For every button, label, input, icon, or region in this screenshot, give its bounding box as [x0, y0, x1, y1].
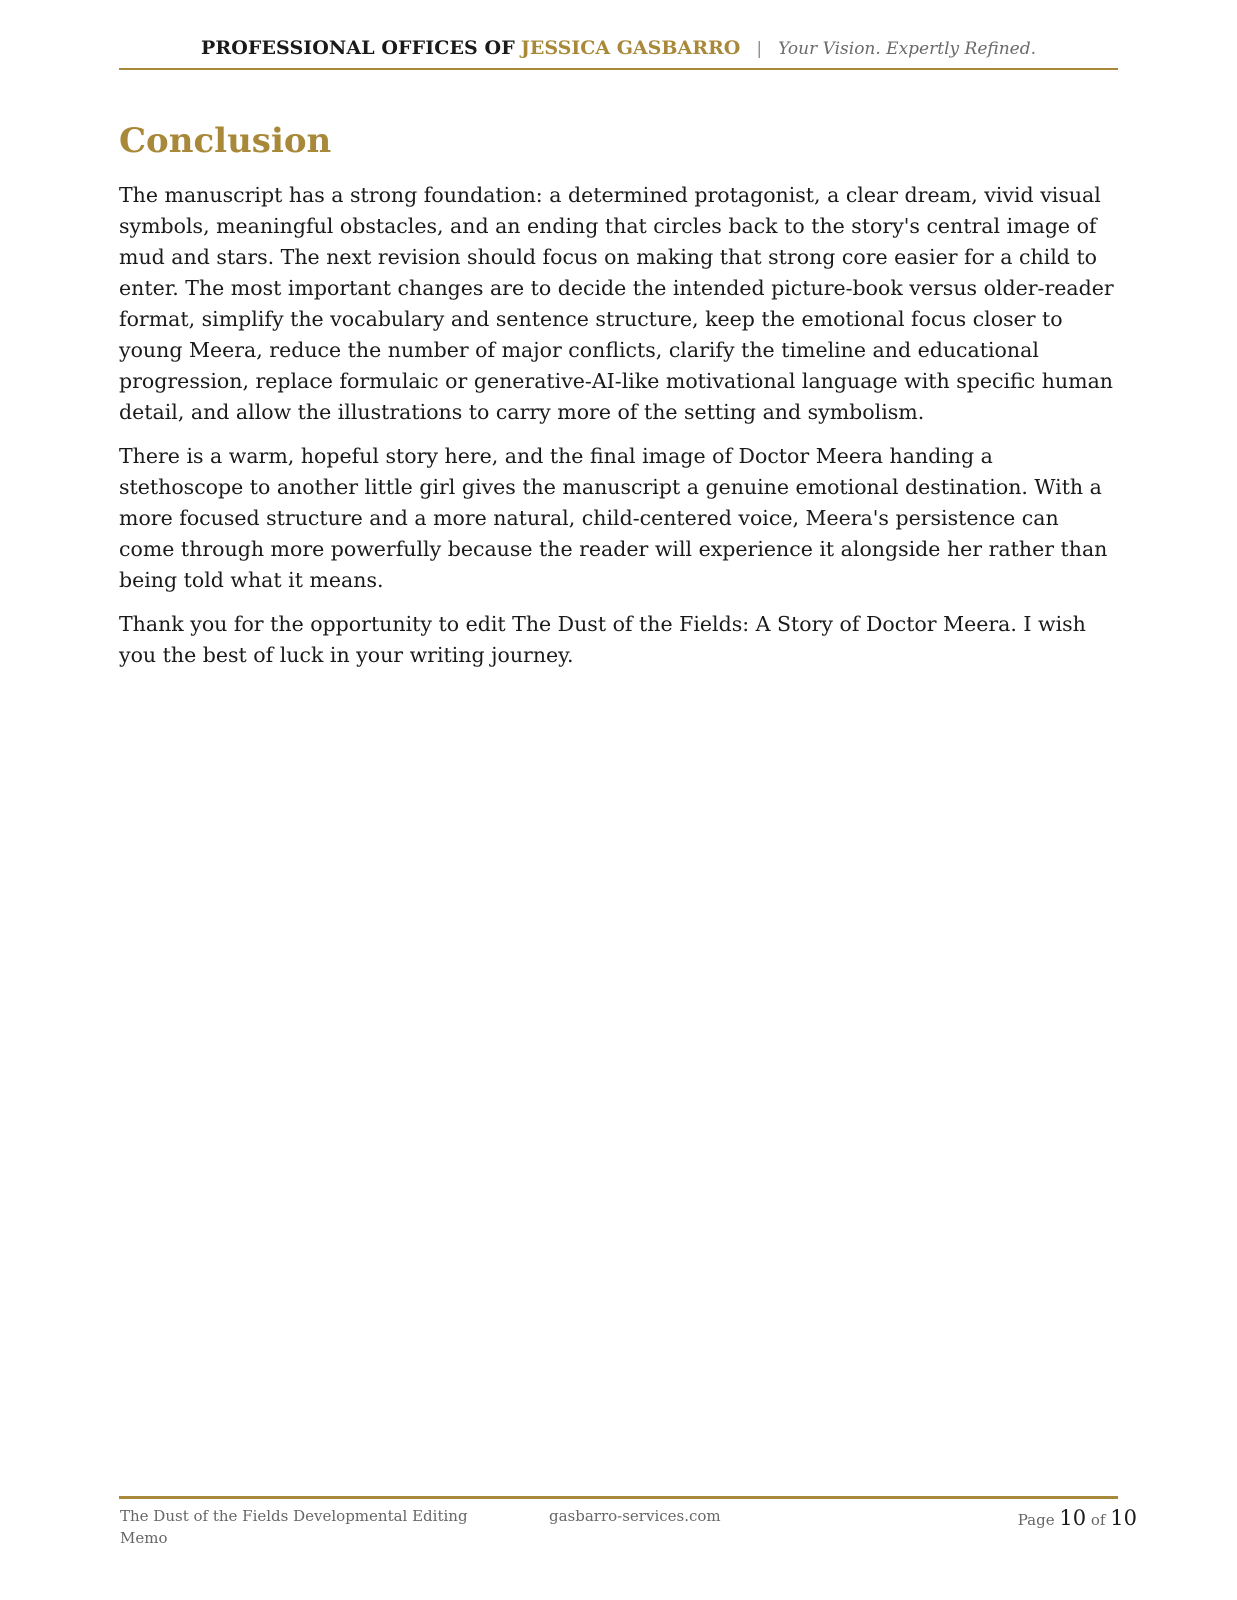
page-footer	[119, 1496, 1137, 1559]
paragraph-3: Thank you for the opportunity to edit The Dust of the Fields: A Story of Doctor Meera. I wish you the best of luck in your writing journey.	[119, 612, 1086, 667]
paragraph-2: There is a warm, hopeful story here, and the final image of Doctor Meera handing a stethoscope to another little girl gives the manuscript a genuine emotional destination. With a more focused structure and a more natural, child-centered voice, Meera's persistence can come through more powerfully because the reader will experience it alongside her rather than being told what it means.	[119, 444, 1108, 592]
header-line	[119, 34, 1118, 63]
header-separator: |	[756, 39, 763, 59]
paragraph-1: The manuscript has a strong foundation: a determined protagonist, a clear dream, vivid visual symbols, meaningful obstacles, and an ending that circles back to the story's central image of mud and stars. The next revision should focus on making that strong core easier for a child to enter. The most important changes are to decide the intended picture-book versus older-reader format, simplify the vocabulary and sentence structure, keep the emotional focus closer to young Meera, reduce the number of major conflicts, clarify the timeline and educational progression, replace formulaic or generative-AI-like motivational language with specific human detail, and allow the illustrations to carry more of the setting and symbolism.	[119, 183, 1114, 424]
page-label: Page	[1017, 1511, 1055, 1529]
header-tagline: Your Vision. Expertly Refined.	[778, 39, 1037, 59]
header-offices-prefix: PROFESSIONAL OFFICES OF	[200, 37, 515, 59]
main-content	[119, 118, 1119, 684]
footer-doc-name: The Dust of the Fields Developmental Editing Memo	[120, 1507, 468, 1547]
page-current: 10	[1059, 1506, 1087, 1530]
page-of: of	[1090, 1511, 1106, 1529]
page-total: 10	[1110, 1506, 1137, 1530]
footer-website: gasbarro-services.com	[549, 1507, 721, 1525]
header-name: JESSICA GASBARRO	[520, 37, 741, 59]
page-header	[119, 34, 1118, 70]
section-title: Conclusion	[119, 121, 332, 161]
page-number	[1018, 1505, 1137, 1533]
